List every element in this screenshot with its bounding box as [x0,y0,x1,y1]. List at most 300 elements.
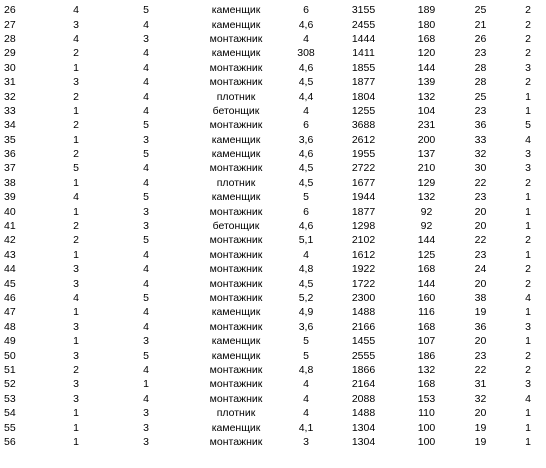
col-e-cell[interactable]: 4 [303,104,309,117]
row-number-cell[interactable]: 50 [4,349,16,362]
col-i-cell[interactable]: 4 [525,292,531,304]
col-b-cell[interactable]: 2 [73,90,79,103]
table-row [0,248,546,262]
col-h-cell[interactable]: 21 [474,18,487,31]
row-number-cell[interactable]: 32 [4,90,16,103]
col-c-cell[interactable]: 5 [143,292,149,304]
col-g-cell[interactable]: 116 [418,306,435,319]
col-b-cell[interactable]: 1 [73,133,79,146]
col-g-cell[interactable]: 144 [417,234,436,247]
row-number-cell[interactable]: 40 [4,205,16,218]
col-b-cell[interactable]: 1 [73,205,79,218]
col-f-cell[interactable]: 1855 [351,61,376,74]
col-e-cell[interactable]: 4 [303,392,309,405]
profession-cell[interactable]: плотник [216,176,256,189]
col-b-cell[interactable]: 2 [73,119,79,132]
profession-cell[interactable]: монтажник [209,320,263,333]
col-i-cell[interactable]: 2 [525,277,531,290]
table-row [0,291,546,305]
col-f-cell[interactable]: 2455 [351,18,376,31]
col-e-cell[interactable]: 4,4 [298,90,314,103]
col-c-cell[interactable]: 4 [143,277,149,290]
col-e-cell[interactable]: 4,5 [298,277,314,290]
col-b-cell[interactable]: 3 [73,18,79,31]
col-c-cell[interactable]: 3 [143,421,149,434]
row-number-cell[interactable]: 52 [4,378,16,391]
col-f-cell[interactable]: 3688 [351,119,376,132]
col-e-cell[interactable]: 5,1 [298,234,314,247]
col-i-cell[interactable]: 2 [525,263,531,276]
col-i-cell[interactable]: 1 [525,104,531,117]
col-b-cell[interactable]: 2 [73,220,79,233]
table-row [0,420,546,434]
profession-cell[interactable]: каменщик [211,335,261,348]
col-i-cell[interactable]: 1 [525,435,531,448]
col-g-cell[interactable]: 168 [417,263,436,276]
col-b-cell[interactable]: 3 [73,277,79,290]
row-number-cell[interactable]: 36 [4,148,16,161]
profession-cell[interactable]: бетонщик [212,104,260,117]
col-i-cell[interactable]: 2 [525,363,531,376]
col-g-cell[interactable]: 160 [417,292,436,304]
col-g-cell[interactable]: 189 [417,4,436,17]
col-i-cell[interactable]: 3 [525,61,531,74]
col-f-cell[interactable]: 2612 [351,133,376,146]
col-h-cell[interactable]: 19 [474,421,487,434]
col-b-cell[interactable]: 4 [73,191,79,204]
col-c-cell[interactable]: 5 [143,119,149,132]
row-number-cell[interactable]: 33 [4,104,16,117]
spreadsheet-body [0,3,546,449]
table-row [0,435,546,449]
col-b-cell[interactable]: 1 [73,435,79,448]
col-i-cell[interactable]: 2 [525,18,531,31]
col-f-cell[interactable]: 1488 [351,306,376,319]
col-f-cell[interactable]: 1877 [351,76,376,89]
table-row [0,219,546,233]
col-h-cell[interactable]: 23 [474,248,487,261]
col-b-cell[interactable]: 1 [73,407,79,420]
row-number-cell[interactable]: 41 [4,220,16,233]
profession-cell[interactable]: монтажник [209,205,263,218]
profession-cell[interactable]: монтажник [209,435,263,448]
profession-cell[interactable]: монтажник [209,392,263,405]
col-c-cell[interactable]: 4 [143,176,149,189]
col-e-cell[interactable]: 4 [303,407,309,420]
col-g-cell[interactable]: 180 [417,18,436,31]
col-i-cell[interactable]: 1 [525,421,531,434]
col-h-cell[interactable]: 20 [474,335,487,348]
col-g-cell[interactable]: 144 [417,61,436,74]
row-number-cell[interactable]: 47 [4,306,16,319]
col-c-cell[interactable]: 3 [143,32,149,45]
col-e-cell[interactable]: 4,6 [298,148,314,161]
col-f-cell[interactable]: 2164 [351,378,376,391]
col-c-cell[interactable]: 3 [143,205,149,218]
row-number-cell[interactable]: 39 [4,191,16,204]
col-h-cell[interactable]: 32 [474,392,487,405]
table-row [0,377,546,391]
col-b-cell[interactable]: 1 [73,421,79,434]
col-e-cell[interactable]: 4,5 [298,76,314,89]
col-f-cell[interactable]: 1922 [351,263,376,276]
col-i-cell[interactable]: 4 [525,392,531,405]
table-row [0,46,546,60]
col-b-cell[interactable]: 1 [73,335,79,348]
row-number-cell[interactable]: 49 [4,335,16,348]
col-g-cell[interactable]: 144 [417,277,436,290]
profession-cell[interactable]: плотник [216,90,256,103]
col-g-cell[interactable]: 100 [417,421,436,434]
col-e-cell[interactable]: 4,9 [298,306,314,319]
col-c-cell[interactable]: 1 [143,378,149,391]
col-b-cell[interactable]: 4 [73,32,79,45]
col-h-cell[interactable]: 36 [474,119,487,132]
col-f-cell[interactable]: 2166 [351,320,376,333]
col-g-cell[interactable]: 139 [417,76,436,89]
col-i-cell[interactable]: 2 [525,4,531,17]
row-number-cell[interactable]: 53 [4,392,16,405]
col-h-cell[interactable]: 25 [474,90,487,103]
col-e-cell[interactable]: 3,6 [298,133,314,146]
col-g-cell[interactable]: 200 [417,133,436,146]
col-h-cell[interactable]: 22 [474,234,487,247]
col-b-cell[interactable]: 1 [73,306,79,319]
table-row [0,204,546,218]
col-h-cell[interactable]: 36 [474,320,487,333]
row-number-cell[interactable]: 45 [4,277,16,290]
col-f-cell[interactable]: 2102 [351,234,376,247]
col-e-cell[interactable]: 4,8 [298,263,314,276]
col-i-cell[interactable]: 1 [525,90,531,103]
col-e-cell[interactable]: 6 [303,119,309,132]
col-e-cell[interactable]: 4,6 [298,61,314,74]
col-g-cell[interactable]: 104 [417,104,436,117]
col-b-cell[interactable]: 3 [73,378,79,391]
profession-cell[interactable]: монтажник [209,234,263,247]
col-b-cell[interactable]: 2 [73,363,79,376]
col-b-cell[interactable]: 3 [73,263,79,276]
row-number-cell[interactable]: 30 [4,61,16,74]
col-e-cell[interactable]: 3,6 [298,320,314,333]
col-g-cell[interactable]: 231 [417,119,436,132]
col-h-cell[interactable]: 22 [474,363,487,376]
col-c-cell[interactable]: 5 [143,234,149,247]
col-i-cell[interactable]: 4 [525,133,531,146]
profession-cell[interactable]: монтажник [209,76,263,89]
col-h-cell[interactable]: 28 [474,61,487,74]
profession-cell[interactable]: каменщик [211,133,261,146]
col-f-cell[interactable]: 1455 [351,335,376,348]
profession-cell[interactable]: монтажник [209,363,263,376]
col-b-cell[interactable]: 1 [73,61,79,74]
col-c-cell[interactable]: 4 [143,104,149,117]
col-f-cell[interactable]: 1804 [351,90,376,103]
col-f-cell[interactable]: 1255 [351,104,376,117]
profession-cell[interactable]: каменщик [211,421,261,434]
row-number-cell[interactable]: 42 [4,234,16,247]
profession-cell[interactable]: монтажник [209,292,263,304]
col-i-cell[interactable]: 2 [525,176,531,189]
col-e-cell[interactable]: 4,5 [298,176,314,189]
col-b-cell[interactable]: 4 [73,292,79,304]
row-number-cell[interactable]: 28 [4,32,16,45]
table-row [0,17,546,31]
row-number-cell[interactable]: 37 [4,162,16,175]
col-b-cell[interactable]: 1 [73,176,79,189]
col-c-cell[interactable]: 5 [143,148,149,161]
col-i-cell[interactable]: 1 [525,191,531,204]
col-g-cell[interactable]: 153 [417,392,436,405]
row-number-cell[interactable]: 43 [4,248,16,261]
col-h-cell[interactable]: 20 [474,277,487,290]
col-f-cell[interactable]: 2722 [351,162,376,175]
col-e-cell[interactable]: 4 [303,32,309,45]
col-e-cell[interactable]: 4,6 [298,18,314,31]
col-f-cell[interactable]: 1677 [351,176,376,189]
col-i-cell[interactable]: 1 [525,306,531,319]
col-b-cell[interactable]: 3 [73,76,79,89]
col-f-cell[interactable]: 1955 [351,148,376,161]
row-number-cell[interactable]: 56 [4,435,16,448]
spreadsheet-table [0,3,546,449]
col-c-cell[interactable]: 3 [143,220,149,233]
row-number-cell[interactable]: 31 [4,76,16,89]
col-f-cell[interactable]: 1444 [351,32,376,45]
table-row [0,89,546,103]
col-f-cell[interactable]: 3155 [351,4,376,17]
profession-cell[interactable]: бетонщик [212,220,260,233]
col-c-cell[interactable]: 4 [143,392,149,405]
col-h-cell[interactable]: 22 [474,176,487,189]
col-h-cell[interactable]: 32 [474,148,487,161]
col-i-cell[interactable]: 1 [525,220,531,233]
col-g-cell[interactable]: 168 [417,320,436,333]
col-c-cell[interactable]: 4 [143,263,149,276]
col-h-cell[interactable]: 20 [474,220,487,233]
col-h-cell[interactable]: 30 [474,162,487,175]
profession-cell[interactable]: монтажник [209,248,263,261]
col-e-cell[interactable]: 4 [303,378,309,391]
table-row [0,61,546,75]
col-i-cell[interactable]: 1 [525,248,531,261]
col-c-cell[interactable]: 3 [143,133,149,146]
col-c-cell[interactable]: 4 [143,306,149,319]
col-g-cell[interactable]: 168 [417,378,436,391]
col-e-cell[interactable]: 6 [303,205,309,218]
profession-cell[interactable]: монтажник [209,32,263,45]
col-g-cell[interactable]: 120 [417,47,436,60]
row-number-cell[interactable]: 34 [4,119,16,132]
col-e-cell[interactable]: 4,6 [298,220,314,233]
col-g-cell[interactable]: 132 [417,363,436,376]
col-c-cell[interactable]: 4 [143,47,149,60]
table-row [0,133,546,147]
row-number-cell[interactable]: 27 [4,18,16,31]
col-e-cell[interactable]: 4,5 [298,162,314,175]
col-i-cell[interactable]: 3 [525,378,531,391]
col-i-cell[interactable]: 3 [525,162,531,175]
col-i-cell[interactable]: 3 [525,148,531,161]
col-b-cell[interactable]: 4 [73,4,79,17]
row-number-cell[interactable]: 38 [4,176,16,189]
row-number-cell[interactable]: 55 [4,421,16,434]
col-c-cell[interactable]: 4 [143,162,149,175]
col-e-cell[interactable]: 4,8 [298,363,314,376]
col-c-cell[interactable]: 3 [143,335,149,348]
row-number-cell[interactable]: 51 [4,363,16,376]
col-i-cell[interactable]: 1 [525,407,531,420]
col-g-cell[interactable]: 125 [417,248,436,261]
col-c-cell[interactable]: 5 [143,4,149,17]
row-number-cell[interactable]: 44 [4,263,16,276]
table-row [0,118,546,132]
profession-cell[interactable]: плотник [216,407,256,420]
col-e-cell[interactable]: 308 [297,47,315,60]
table-row [0,262,546,276]
col-c-cell[interactable]: 3 [143,435,149,448]
col-g-cell[interactable]: 132 [417,90,436,103]
col-h-cell[interactable]: 24 [474,263,487,276]
col-e-cell[interactable]: 4,1 [298,421,314,434]
col-c-cell[interactable]: 4 [143,90,149,103]
col-i-cell[interactable]: 2 [525,349,531,362]
col-c-cell[interactable]: 4 [143,320,149,333]
col-f-cell[interactable]: 1612 [351,248,376,261]
col-g-cell[interactable]: 107 [417,335,436,348]
col-c-cell[interactable]: 4 [143,18,149,31]
row-number-cell[interactable]: 29 [4,47,16,60]
col-i-cell[interactable]: 1 [525,335,531,348]
col-g-cell[interactable]: 168 [417,32,436,45]
profession-cell[interactable]: монтажник [209,61,263,74]
profession-cell[interactable]: монтажник [209,277,263,290]
table-row [0,233,546,247]
col-e-cell[interactable]: 5,2 [298,292,314,304]
col-g-cell[interactable]: 210 [417,162,436,175]
col-e-cell[interactable]: 5 [303,335,309,348]
col-c-cell[interactable]: 4 [143,248,149,261]
col-e-cell[interactable]: 5 [303,191,309,204]
col-e-cell[interactable]: 5 [303,349,309,362]
row-number-cell[interactable]: 35 [4,133,16,146]
col-g-cell[interactable]: 132 [417,191,436,204]
col-i-cell[interactable]: 2 [525,234,531,247]
col-g-cell[interactable]: 129 [417,176,436,189]
profession-cell[interactable]: каменщик [211,18,261,31]
col-h-cell[interactable]: 28 [474,76,487,89]
col-g-cell[interactable]: 186 [417,349,436,362]
col-b-cell[interactable]: 2 [73,47,79,60]
profession-cell[interactable]: каменщик [211,306,261,319]
col-g-cell[interactable]: 92 [420,205,433,218]
col-h-cell[interactable]: 20 [474,205,487,218]
profession-cell[interactable]: каменщик [211,47,261,60]
col-h-cell[interactable]: 19 [474,306,487,319]
col-g-cell[interactable]: 92 [420,220,433,233]
col-h-cell[interactable]: 23 [474,47,487,60]
col-f-cell[interactable]: 1411 [352,47,375,60]
row-number-cell[interactable]: 46 [4,292,16,304]
table-row [0,104,546,118]
col-e-cell[interactable]: 4 [303,248,309,261]
table-row [0,363,546,377]
col-i-cell[interactable]: 3 [525,320,531,333]
profession-cell[interactable]: каменщик [211,349,261,362]
col-b-cell[interactable]: 2 [73,148,79,161]
col-f-cell[interactable]: 1877 [351,205,376,218]
col-b-cell[interactable]: 3 [73,320,79,333]
profession-cell[interactable]: монтажник [209,119,263,132]
col-c-cell[interactable]: 4 [143,363,149,376]
col-b-cell[interactable]: 3 [73,392,79,405]
col-i-cell[interactable]: 2 [525,76,531,89]
col-f-cell[interactable]: 1304 [351,421,376,434]
col-f-cell[interactable]: 1298 [351,220,376,233]
col-b-cell[interactable]: 2 [73,234,79,247]
col-f-cell[interactable]: 2088 [351,392,376,405]
col-h-cell[interactable]: 33 [474,133,487,146]
col-c-cell[interactable]: 3 [143,407,149,420]
col-h-cell[interactable]: 26 [474,32,487,45]
col-i-cell[interactable]: 2 [525,47,531,60]
col-h-cell[interactable]: 20 [474,407,487,420]
profession-cell[interactable]: монтажник [209,378,263,391]
col-e-cell[interactable]: 3 [303,435,309,448]
col-f-cell[interactable]: 1866 [351,363,376,376]
table-row [0,348,546,362]
row-number-cell[interactable]: 54 [4,407,16,420]
profession-cell[interactable]: каменщик [211,4,261,17]
col-f-cell[interactable]: 2300 [351,292,376,304]
col-e-cell[interactable]: 6 [303,4,309,17]
row-number-cell[interactable]: 26 [4,4,16,17]
col-h-cell[interactable]: 23 [474,104,487,117]
profession-cell[interactable]: каменщик [211,191,261,204]
col-h-cell[interactable]: 23 [474,191,487,204]
col-i-cell[interactable]: 1 [525,205,531,218]
col-f-cell[interactable]: 1488 [351,407,376,420]
table-row [0,3,546,17]
col-b-cell[interactable]: 1 [73,104,79,117]
col-h-cell[interactable]: 23 [474,349,487,362]
col-b-cell[interactable]: 5 [73,162,79,175]
col-f-cell[interactable]: 1304 [351,435,376,448]
col-c-cell[interactable]: 5 [143,349,149,362]
col-f-cell[interactable]: 2555 [351,349,376,362]
profession-cell[interactable]: монтажник [209,162,263,175]
col-h-cell[interactable]: 31 [474,378,487,391]
col-f-cell[interactable]: 1722 [351,277,376,290]
col-i-cell[interactable]: 5 [525,119,531,132]
col-b-cell[interactable]: 1 [73,248,79,261]
profession-cell[interactable]: каменщик [211,148,261,161]
col-c-cell[interactable]: 5 [143,191,149,204]
col-i-cell[interactable]: 2 [525,32,531,45]
col-g-cell[interactable]: 110 [418,407,435,420]
col-b-cell[interactable]: 3 [73,349,79,362]
profession-cell[interactable]: монтажник [209,263,263,276]
col-h-cell[interactable]: 25 [474,4,487,17]
col-h-cell[interactable]: 19 [474,435,487,448]
col-h-cell[interactable]: 38 [474,292,487,304]
col-g-cell[interactable]: 137 [417,148,436,161]
col-c-cell[interactable]: 4 [143,61,149,74]
col-c-cell[interactable]: 4 [143,76,149,89]
col-g-cell[interactable]: 100 [417,435,436,448]
row-number-cell[interactable]: 48 [4,320,16,333]
col-f-cell[interactable]: 1944 [351,191,376,204]
